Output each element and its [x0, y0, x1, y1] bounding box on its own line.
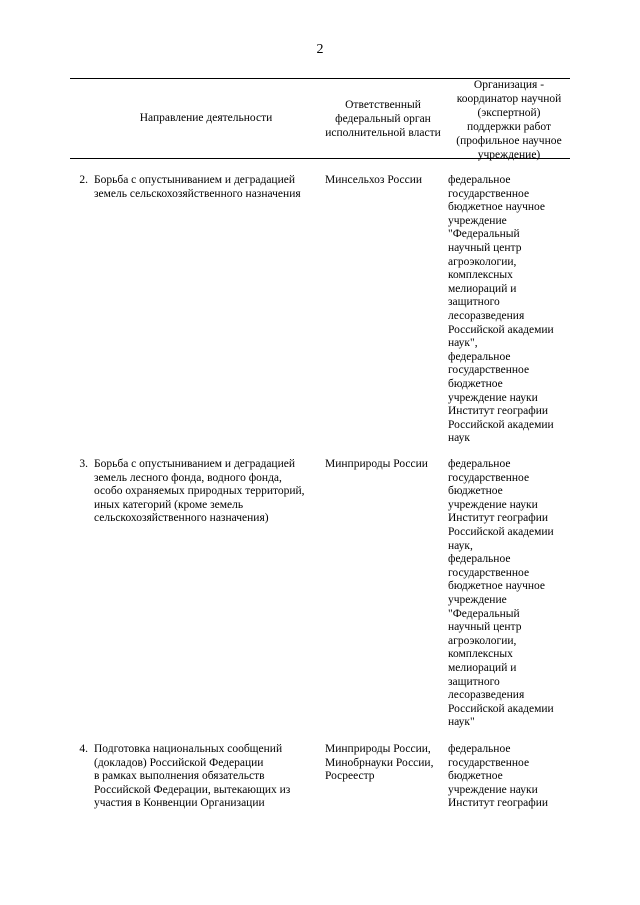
- row-coordinator-line: государственное: [448, 756, 530, 769]
- row-coordinator-line: бюджетное: [448, 770, 503, 783]
- row-coordinator-line: учреждение науки: [448, 498, 538, 511]
- row-coordinator-line: учреждение науки: [448, 391, 538, 404]
- row-direction-line: участия в Конвенции Организации: [94, 797, 265, 810]
- row-coordinator-line: государственное: [448, 566, 530, 579]
- row-direction-line: Борьба с опустыниванием и деградацией: [94, 458, 296, 470]
- row-number: 3.: [79, 458, 88, 470]
- row-coordinator-line: научный центр: [448, 621, 522, 634]
- row-coordinator-line: мелиораций и: [448, 661, 517, 674]
- row-coordinator-line: наук",: [448, 337, 478, 350]
- header-coordinator-line: учреждение): [477, 149, 541, 161]
- row-direction: [94, 458, 316, 526]
- row-coordinator-line: лесоразведения: [448, 309, 525, 322]
- row-coordinator-line: бюджетное научное: [448, 580, 546, 593]
- row-coordinator-line: учреждение: [448, 214, 507, 227]
- row-number: 2.: [79, 174, 88, 186]
- row-direction-line: земель сельскохозяйственного назначения: [94, 187, 301, 200]
- header-coordinator-line: координатор научной: [456, 93, 562, 105]
- row-authority-line: Минприроды России: [325, 458, 428, 470]
- row-authority-line: Минсельхоз России: [325, 174, 423, 186]
- header-coordinator-line: поддержки работ: [466, 121, 552, 133]
- row-coordinator-line: федеральное: [448, 553, 511, 566]
- row-coordinator-line: государственное: [448, 471, 530, 484]
- row-direction: [94, 743, 316, 811]
- row-direction-line: земель лесного фонда, водного фонда,: [94, 471, 282, 484]
- row-coordinator-line: комплексных: [448, 648, 513, 661]
- row-direction-line: Борьба с опустыниванием и деградацией: [94, 174, 296, 186]
- row-coordinator-line: агроэкологии,: [448, 255, 517, 268]
- row-coordinator-line: государственное: [448, 187, 530, 200]
- row-authority: [325, 174, 441, 188]
- row-direction-line: Подготовка национальных сообщений: [94, 743, 283, 755]
- row-coordinator-line: Институт географии: [448, 512, 549, 525]
- row-coordinator-line: федеральное: [448, 350, 511, 363]
- row-coordinator-line: бюджетное: [448, 485, 503, 498]
- header-coordinator-line: (экспертной): [477, 107, 541, 119]
- header-coordinator: [446, 78, 572, 162]
- row-coordinator: [448, 174, 568, 446]
- row-coordinator-line: научный центр: [448, 241, 522, 254]
- row-direction-line: иных категорий (кроме земель: [94, 498, 244, 511]
- row-authority-line: Минобрнауки России,: [325, 756, 434, 769]
- row-coordinator-line: наук,: [448, 539, 473, 552]
- row-coordinator-line: учреждение науки: [448, 783, 538, 796]
- row-coordinator-line: защитного: [448, 675, 500, 688]
- row-number: 4.: [79, 743, 88, 755]
- header-authority-line: исполнительной власти: [325, 127, 441, 139]
- row-coordinator-line: защитного: [448, 296, 500, 309]
- row-coordinator-line: комплексных: [448, 269, 513, 282]
- header-coordinator-line: Организация -: [473, 79, 545, 91]
- row-coordinator-line: лесоразведения: [448, 689, 525, 702]
- row-coordinator-line: Институт географии: [448, 797, 549, 810]
- header-authority-line: Ответственный: [345, 99, 421, 111]
- row-coordinator-line: Российской академии: [448, 418, 554, 431]
- row-coordinator-line: федеральное: [448, 458, 511, 470]
- row-coordinator-line: мелиораций и: [448, 282, 517, 295]
- row-direction-line: сельскохозяйственного назначения): [94, 512, 269, 525]
- page-number: 2: [316, 42, 324, 57]
- row-coordinator-line: Российской академии: [448, 525, 554, 538]
- row-coordinator-line: государственное: [448, 364, 530, 377]
- row-coordinator-line: "Федеральный: [448, 607, 520, 620]
- row-authority-line: Росреестр: [325, 770, 375, 783]
- row-coordinator-line: наук": [448, 716, 475, 729]
- row-coordinator-line: агроэкологии,: [448, 634, 517, 647]
- row-direction-line: (докладов) Российской Федерации: [94, 756, 264, 769]
- row-coordinator-line: федеральное: [448, 174, 511, 186]
- row-authority: [325, 458, 441, 472]
- header-coordinator-line: (профильное научное: [456, 135, 562, 147]
- header-authority-line: федеральный орган: [335, 113, 431, 125]
- row-coordinator-line: наук: [448, 432, 471, 445]
- header-direction: Направление деятельности: [139, 112, 273, 124]
- row-coordinator-line: федеральное: [448, 743, 511, 755]
- row-direction-line: Российской Федерации, вытекающих из: [94, 783, 291, 796]
- row-coordinator: [448, 743, 568, 811]
- row-direction-line: в рамках выполнения обязательств: [94, 770, 265, 783]
- row-direction-line: особо охраняемых природных территорий,: [94, 485, 305, 498]
- row-coordinator-line: Российской академии: [448, 323, 554, 336]
- row-coordinator-line: бюджетное: [448, 377, 503, 390]
- row-direction: [94, 174, 316, 201]
- row-coordinator-line: Российской академии: [448, 702, 554, 715]
- row-coordinator-line: Институт географии: [448, 405, 549, 418]
- row-coordinator-line: учреждение: [448, 593, 507, 606]
- row-coordinator-line: "Федеральный: [448, 228, 520, 241]
- row-authority-line: Минприроды России,: [325, 743, 431, 755]
- row-authority: [325, 743, 441, 784]
- row-coordinator: [448, 458, 568, 730]
- row-coordinator-line: бюджетное научное: [448, 201, 546, 214]
- header-authority: [320, 98, 446, 140]
